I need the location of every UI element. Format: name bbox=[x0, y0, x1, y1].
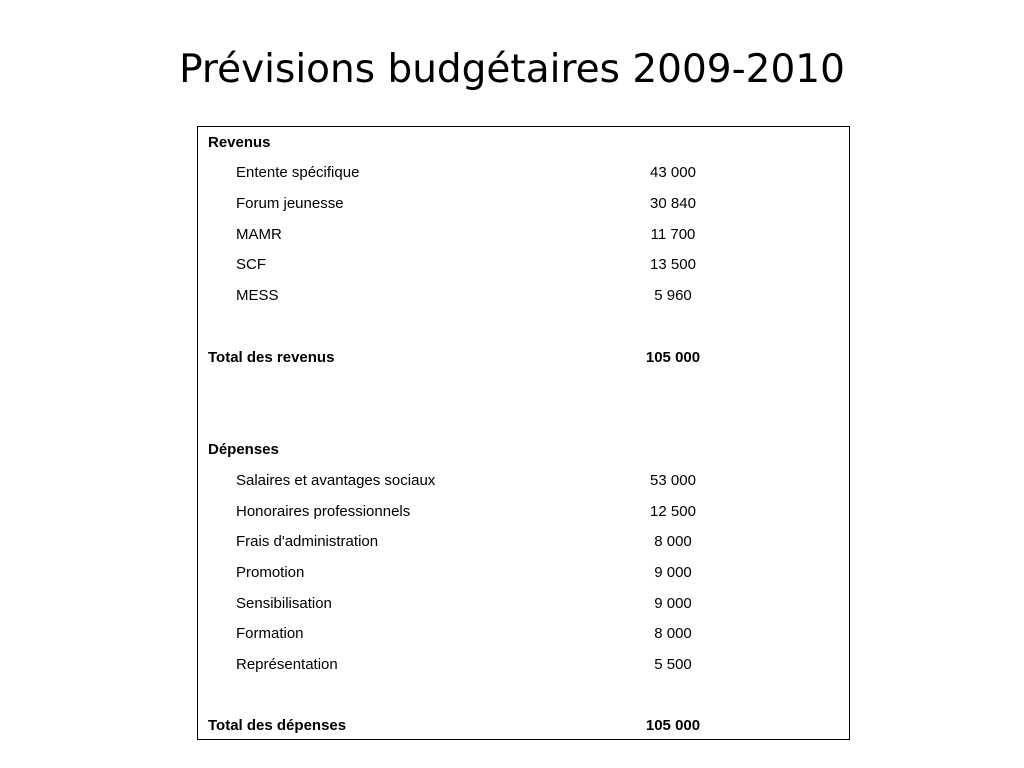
revenue-label: Entente spécifique bbox=[236, 164, 360, 181]
expense-amount: 9 000 bbox=[654, 564, 692, 581]
revenus-heading: Revenus bbox=[208, 134, 271, 151]
revenue-amount: 5 960 bbox=[654, 287, 692, 304]
revenue-row bbox=[198, 224, 849, 246]
expense-amount: 12 500 bbox=[650, 503, 696, 520]
expense-label: Honoraires professionnels bbox=[236, 503, 411, 520]
revenue-total-amount: 105 000 bbox=[645, 349, 701, 366]
revenue-amount: 13 500 bbox=[650, 256, 696, 273]
revenue-amount: 30 840 bbox=[650, 195, 696, 212]
expense-row bbox=[198, 470, 849, 492]
expense-total-amount: 105 000 bbox=[645, 717, 701, 734]
expense-row bbox=[198, 654, 849, 676]
revenue-amount: 43 000 bbox=[650, 164, 696, 181]
expense-amount: 53 000 bbox=[650, 472, 696, 489]
revenue-row bbox=[198, 285, 849, 307]
expense-label: Représentation bbox=[236, 656, 338, 673]
expense-label: Salaires et avantages sociaux bbox=[236, 472, 436, 489]
revenue-total-row bbox=[198, 347, 849, 369]
slide-title: Prévisions budgétaires 2009-2010 bbox=[179, 47, 845, 92]
expense-amount: 5 500 bbox=[654, 656, 692, 673]
section-heading-depenses bbox=[198, 439, 849, 461]
expense-row bbox=[198, 593, 849, 615]
revenue-total-label: Total des revenus bbox=[208, 349, 335, 366]
revenue-label: MAMR bbox=[236, 226, 282, 243]
revenue-row bbox=[198, 254, 849, 276]
expense-label: Sensibilisation bbox=[236, 595, 332, 612]
expense-amount: 8 000 bbox=[654, 533, 692, 550]
expense-total-label: Total des dépenses bbox=[208, 717, 347, 734]
expense-row bbox=[198, 531, 849, 553]
expense-row bbox=[198, 623, 849, 645]
expense-label: Frais d'administration bbox=[236, 533, 379, 550]
expense-amount: 8 000 bbox=[654, 625, 692, 642]
expense-total-row bbox=[198, 715, 849, 737]
section-heading-revenus bbox=[198, 132, 849, 154]
depenses-heading: Dépenses bbox=[208, 441, 279, 458]
revenue-amount: 11 700 bbox=[650, 226, 696, 243]
revenue-label: MESS bbox=[236, 287, 279, 304]
expense-row bbox=[198, 501, 849, 523]
budget-table bbox=[197, 126, 850, 740]
revenue-label: SCF bbox=[236, 256, 266, 273]
expense-label: Formation bbox=[236, 625, 304, 642]
revenue-label: Forum jeunesse bbox=[236, 195, 344, 212]
expense-row bbox=[198, 562, 849, 584]
revenue-row bbox=[198, 162, 849, 184]
expense-label: Promotion bbox=[236, 564, 305, 581]
revenue-row bbox=[198, 193, 849, 215]
expense-amount: 9 000 bbox=[654, 595, 692, 612]
